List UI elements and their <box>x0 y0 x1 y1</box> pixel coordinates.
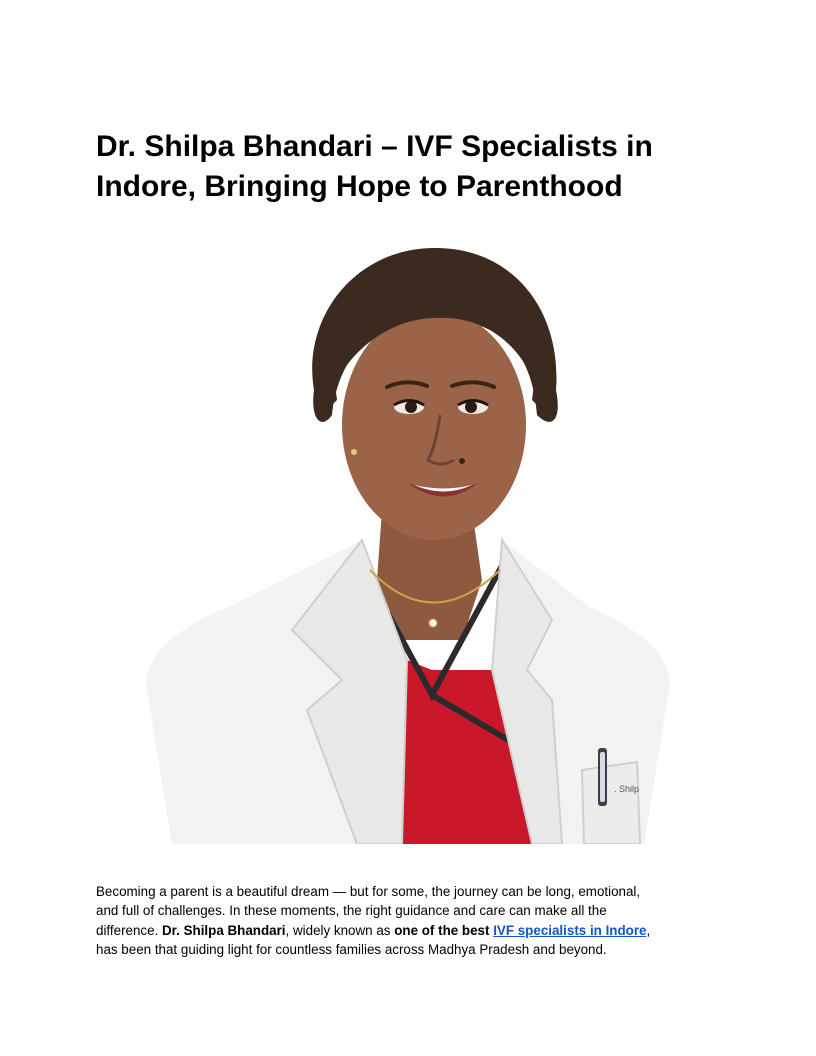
intro-paragraph <box>96 882 720 959</box>
paragraph-line-3-end: , <box>646 922 651 938</box>
page-title-line-2: Indore, Bringing Hope to Parenthood <box>96 170 623 203</box>
best-phrase-bold: one of the best <box>394 922 490 938</box>
doctor-portrait-photo <box>132 240 684 844</box>
svg-text:. Shilp: . Shilp <box>614 784 640 794</box>
ivf-specialists-link[interactable]: IVF specialists in Indore <box>493 922 647 938</box>
page-title <box>96 127 736 207</box>
paragraph-line-3-middle: , widely known as <box>285 922 395 938</box>
paragraph-line-2: and full of challenges. In these moments, the right guidance and care can make all the <box>96 903 607 919</box>
paragraph-line-4: has been that guiding light for countless families across Madhya Pradesh and beyond. <box>96 941 607 957</box>
page-title-line-1: Dr. Shilpa Bhandari – IVF Specialists in <box>96 130 653 163</box>
paragraph-line-3 <box>96 921 720 940</box>
paragraph-line-1: Becoming a parent is a beautiful dream — but for some, the journey can be long, emotional, <box>96 884 641 899</box>
paragraph-line-3-start: difference. <box>96 922 163 938</box>
doctor-name-bold: Dr. Shilpa Bhandari <box>162 922 286 938</box>
